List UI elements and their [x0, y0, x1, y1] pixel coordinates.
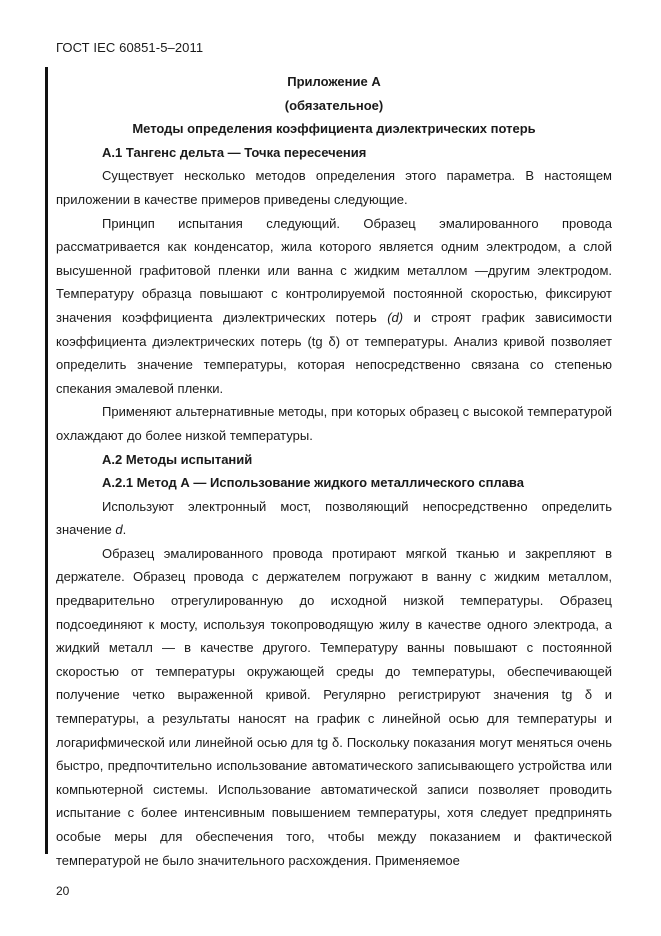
document-header: ГОСТ IEC 60851-5–2011	[56, 40, 204, 55]
paragraph-text: .	[122, 522, 127, 538]
section-a2-heading: А.2 Методы испытаний	[102, 451, 253, 467]
appendix-title: Приложение А	[287, 74, 381, 89]
section-a1-paragraph-3: Применяют альтернативные методы, при которых образец с высокой температурой охлаждают до более низкой температуры.	[56, 404, 612, 443]
section-a21-heading: А.2.1 Метод А — Использование жидкого металлического сплава	[102, 475, 524, 491]
page-number: 20	[56, 884, 70, 898]
appendix-subtitle: Методы определения коэффициента диэлектрических потерь	[132, 121, 536, 137]
section-a1-heading: А.1 Тангенс дельта — Точка пересечения	[102, 144, 367, 160]
section-a1-paragraph-2	[56, 212, 612, 401]
paragraph-text: и строят график зависимости коэффициента диэлектрических потерь (tg δ) от температуры. Анализ кривой позволяет определить значение температуры, которая непосредственно связана со степенью спекания эмалевой пленки.	[56, 309, 612, 396]
paragraph-text: Принцип испытания следующий. Образец эмалированного провода рассматривается как конденсатор, жила которого является одним электродом, а слой высушенной графитовой пленки или ванна с жидким металлом —другим электродом. Температуру образца повышают с контролируемой постоянной скоростью, фиксируют значения коэффициента диэлектрических потерь	[56, 215, 612, 325]
section-a1-paragraph-1: Существует несколько методов определения этого параметра. В настоящем приложении в качестве примеров приведены следующие.	[56, 168, 612, 207]
section-a21-paragraph-2: Образец эмалированного провода протирают мягкой тканью и закрепляют в держателе. Образец провода с держателем погружают в ванну с жидким металлом, предварительно отрегулированную до исходной низкой температуры. Образец подсоединяют к мосту, используя токопроводящую жилу в качестве одного электрода, а жидкий металл — в качестве другого. Температуру ванны повышают с постоянной скоростью от температуры окружающей среды до температуры, обеспечивающей получение четко выраженной кривой. Регулярно регистрируют значения tg δ и температуры, а результаты наносят на график с линейной осью для температуры и логарифмической или линейной осью для tg δ. Поскольку показания могут меняться очень быстро, предпочтительно использование автоматического записывающего устройства или компьютерной системы. Использование автоматической записи позволяет проводить испытание с более интенсивным повышением температуры, хотя следует предпринять особые меры для обеспечения того, чтобы между показанием и фактической температурой не было значительного расхождения. Применяемое	[56, 545, 612, 868]
page-content	[56, 70, 612, 872]
italic-symbol-d: (d)	[387, 309, 404, 325]
revision-margin-bar	[45, 67, 48, 854]
paragraph-text: Используют электронный мост, позволяющий непосредственно определить значение	[56, 498, 612, 538]
section-a21-paragraph-1	[56, 495, 612, 542]
italic-symbol-d: d	[115, 522, 123, 538]
appendix-status: (обязательное)	[284, 97, 384, 113]
